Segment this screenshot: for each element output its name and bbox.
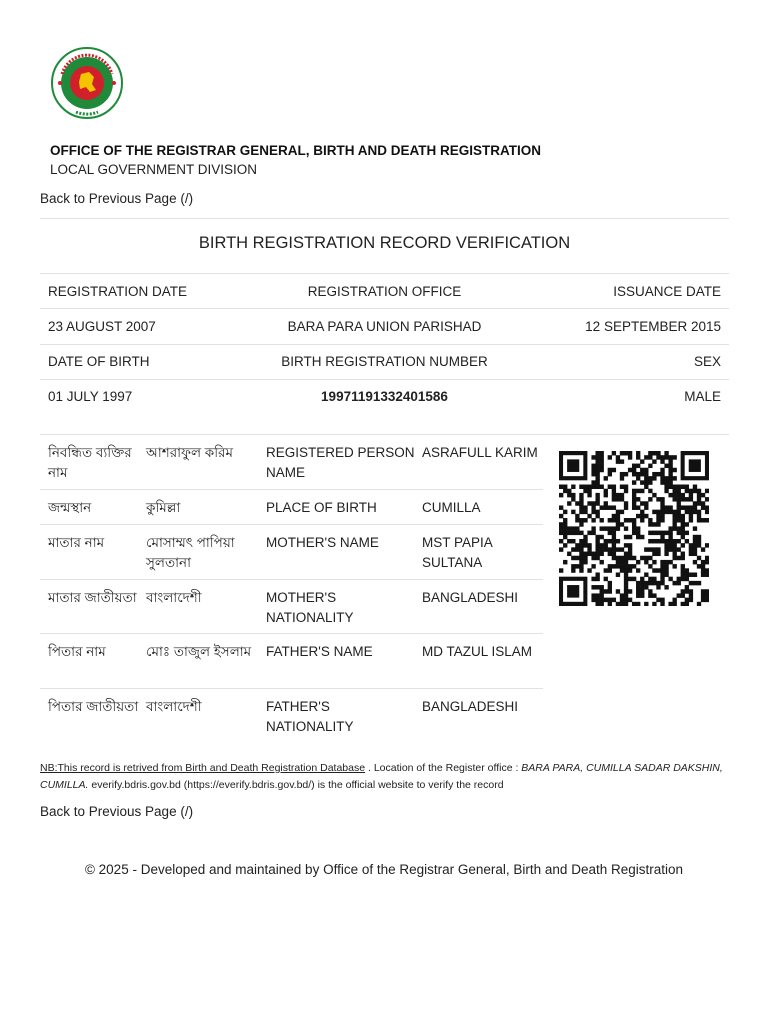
- detail-bn-label: মাতার নাম: [48, 535, 105, 550]
- detail-en-value: MD TAZUL ISLAM: [422, 644, 533, 659]
- detail-en-label: FATHER'S NAME: [266, 644, 373, 659]
- note-location: BARA PARA, CUMILLA SADAR DAKSHIN, CUMILLA.: [40, 762, 723, 791]
- record-value-row-2: [40, 379, 729, 414]
- issuance-date-value: 12 SEPTEMBER 2015: [585, 319, 721, 334]
- detail-row: [40, 689, 543, 743]
- sex-value: MALE: [684, 389, 721, 404]
- detail-row: [40, 525, 543, 579]
- page-title: BIRTH REGISTRATION RECORD VERIFICATION: [198, 234, 571, 252]
- detail-bn-label: পিতার নাম: [48, 644, 106, 659]
- issuance-date-label: ISSUANCE DATE: [613, 284, 721, 299]
- dob-label: DATE OF BIRTH: [48, 354, 150, 369]
- detail-bn-value: মোসাম্মৎ পাপিয়া সুলতানা: [146, 535, 235, 570]
- detail-en-label: MOTHER'S NAME: [266, 535, 379, 550]
- record-header-row-1: [40, 274, 729, 309]
- detail-en-value: BANGLADESHI: [422, 590, 519, 605]
- detail-bn-value: কুমিল্লা: [146, 500, 181, 515]
- detail-en-label: MOTHER'S NATIONALITY: [266, 590, 354, 625]
- office-subtitle: LOCAL GOVERNMENT DIVISION: [50, 162, 258, 177]
- registration-office-value: BARA PARA UNION PARISHAD: [287, 319, 482, 334]
- note-website: everify.bdris.gov.bd (https://everify.bdris.gov.bd/) is the official website to verify the record: [88, 779, 504, 791]
- brn-label: BIRTH REGISTRATION NUMBER: [281, 354, 488, 369]
- government-seal-icon: [50, 46, 124, 120]
- detail-row: [40, 490, 543, 524]
- record-note: [40, 760, 730, 794]
- detail-en-value: BANGLADESHI: [422, 699, 519, 714]
- sex-label: SEX: [693, 354, 721, 369]
- detail-en-value: MST PAPIA SULTANA: [422, 535, 493, 570]
- detail-bn-label: পিতার জাতীয়তা: [48, 699, 139, 714]
- registration-date-label: REGISTRATION DATE: [48, 284, 188, 299]
- qr-code: [559, 451, 709, 606]
- detail-bn-value: মোঃ তাজুল ইসলাম: [146, 644, 252, 659]
- registration-date-value: 23 AUGUST 2007: [48, 319, 156, 334]
- detail-bn-label: জন্মস্থান: [48, 500, 92, 515]
- brn-value: 19971191332401586: [321, 389, 448, 404]
- note-location-prefix: . Location of the Register office :: [365, 762, 522, 774]
- detail-bn-value: বাংলাদেশী: [146, 699, 202, 714]
- registration-office-label: REGISTRATION OFFICE: [307, 284, 462, 299]
- detail-bn-label: নিবন্ধিত ব্যক্তির নাম: [48, 445, 132, 480]
- detail-row: [40, 435, 543, 489]
- office-title: OFFICE OF THE REGISTRAR GENERAL, BIRTH AND DEATH REGISTRATION: [50, 143, 541, 158]
- government-seal-logo: [50, 46, 124, 120]
- back-link-top[interactable]: Back to Previous Page (/): [40, 191, 194, 206]
- qr-code-icon: [559, 451, 709, 606]
- divider: [40, 218, 729, 219]
- detail-bn-value: বাংলাদেশী: [146, 590, 202, 605]
- detail-en-value: ASRAFULL KARIM: [422, 445, 538, 460]
- dob-value: 01 JULY 1997: [48, 389, 133, 404]
- detail-bn-value: আশরাফুল করিম: [146, 445, 233, 460]
- record-value-row-1: [40, 309, 729, 344]
- detail-en-label: REGISTERED PERSON NAME: [266, 445, 415, 480]
- detail-en-label: PLACE OF BIRTH: [266, 500, 377, 515]
- back-link-bottom[interactable]: Back to Previous Page (/): [40, 804, 194, 819]
- detail-row: [40, 634, 543, 688]
- detail-row: [40, 580, 543, 634]
- footer-text: © 2025 - Developed and maintained by Office of the Registrar General, Birth and Death Registration: [84, 862, 684, 877]
- record-header-row-2: [40, 344, 729, 379]
- detail-en-value: CUMILLA: [422, 500, 481, 515]
- detail-bn-label: মাতার জাতীয়তা: [48, 590, 137, 605]
- detail-en-label: FATHER'S NATIONALITY: [266, 699, 354, 734]
- note-source: NB:This record is retrived from Birth and Death Registration Database: [40, 762, 366, 774]
